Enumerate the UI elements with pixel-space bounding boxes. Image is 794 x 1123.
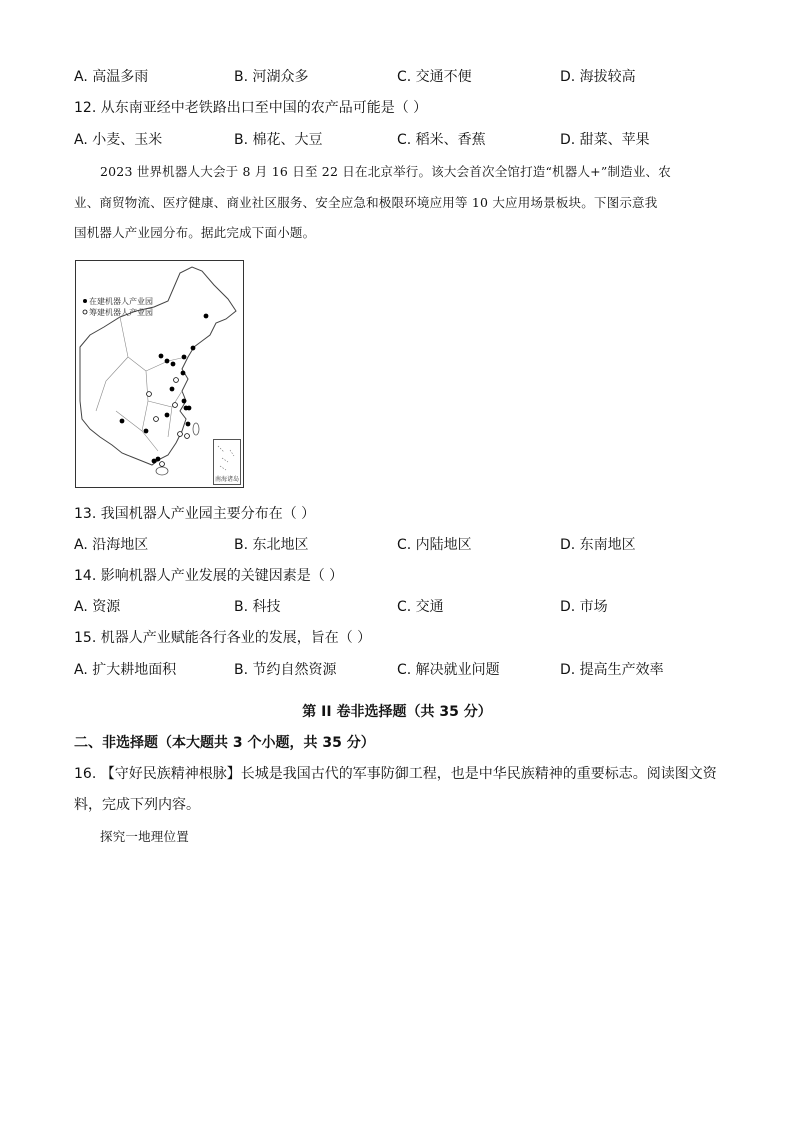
planned-park-dots: [147, 378, 190, 467]
legend-dot-planned: [83, 310, 87, 314]
q14-stem: 14. 影响机器人产业发展的关键因素是（ ）: [74, 568, 344, 584]
q15-option-b: B. 节约自然资源: [234, 662, 337, 678]
park-dot-planned: [160, 462, 165, 467]
park-dot-planned: [173, 403, 178, 408]
legend-dot-built: [83, 299, 87, 303]
q16-line-2: [0, 794, 794, 816]
q13-option-d: D. 东南地区: [560, 537, 636, 553]
q12-stem: 12. 从东南亚经中老铁路出口至中国的农产品可能是（ ）: [74, 100, 428, 116]
explore1-line: [0, 826, 794, 848]
q15-option-a: A. 扩大耕地面积: [74, 662, 177, 678]
park-dot-built: [165, 413, 170, 418]
section2-title: 二、非选择题（本大题共 3 个小题，共 35 分）: [74, 735, 375, 751]
park-dot-built: [182, 399, 187, 404]
park-dot-built: [144, 429, 149, 434]
park-dot-built: [165, 359, 170, 364]
park-dot-built: [152, 459, 157, 464]
park-dot-planned: [178, 432, 183, 437]
q12-stem-line: [0, 97, 794, 119]
q11-option-d: D. 海拔较高: [560, 69, 636, 85]
q15-options: [0, 659, 794, 681]
park-dot-built: [170, 387, 175, 392]
built-park-dots: [120, 314, 209, 464]
park-dot-planned: [147, 392, 152, 397]
q12-option-c: C. 稻米、香蕉: [397, 132, 486, 148]
q14-option-b: B. 科技: [234, 599, 281, 615]
q16-line-1: [0, 763, 794, 785]
q11-option-c: C. 交通不便: [397, 69, 472, 85]
south-china-sea-inset: [213, 439, 241, 485]
park-dot-planned: [174, 378, 179, 383]
section2-title-line: [0, 732, 794, 754]
q13-options: [0, 534, 794, 556]
q16-text-2: 料，完成下列内容。: [74, 797, 200, 813]
passage-text-1: 2023 世界机器人大会于 8 月 16 日至 22 日在北京举行。该大会首次全馆打造“机器人+”制造业、农: [100, 164, 671, 179]
q15-stem: 15. 机器人产业赋能各行各业的发展，旨在（ ）: [74, 630, 372, 646]
q14-option-d: D. 市场: [560, 599, 608, 615]
q13-option-c: C. 内陆地区: [397, 537, 472, 553]
passage-line-3: [0, 222, 794, 244]
robot-park-map: [75, 260, 244, 488]
q14-option-c: C. 交通: [397, 599, 444, 615]
passage-line-1: [0, 161, 794, 183]
inset-islands: [214, 440, 240, 484]
q15-option-c: C. 解决就业问题: [397, 662, 500, 678]
q12-option-b: B. 棉花、大豆: [234, 132, 323, 148]
q15-stem-line: [0, 627, 794, 649]
q11-option-b: B. 河湖众多: [234, 69, 309, 85]
q13-stem: 13. 我国机器人产业园主要分布在（ ）: [74, 506, 316, 522]
inset-label: 南海诸岛: [215, 476, 240, 483]
q14-stem-line: [0, 565, 794, 587]
passage-text-3: 国机器人产业园分布。据此完成下面小题。: [74, 225, 316, 240]
q13-option-b: B. 东北地区: [234, 537, 309, 553]
park-dot-built: [171, 362, 176, 367]
q12-option-a: A. 小麦、玉米: [74, 132, 163, 148]
q14-options: [0, 596, 794, 618]
legend-built-text: 在建机器人产业园: [89, 297, 153, 306]
park-dot-built: [120, 419, 125, 424]
taiwan-island: [193, 423, 199, 435]
passage-line-2: [0, 192, 794, 214]
q11-options: [0, 66, 794, 88]
q13-stem-line: [0, 503, 794, 525]
park-dot-built: [181, 371, 186, 376]
q13-option-a: A. 沿海地区: [74, 537, 149, 553]
province-lines: [96, 317, 186, 451]
park-dot-planned: [154, 417, 159, 422]
q12-option-d: D. 甜菜、苹果: [560, 132, 650, 148]
q16-text-1: 16. 【守好民族精神根脉】长城是我国古代的军事防御工程，也是中华民族精神的重要标志。阅读图文资: [74, 766, 717, 782]
q14-option-a: A. 资源: [74, 599, 121, 615]
q12-options: [0, 129, 794, 151]
park-dot-planned: [185, 434, 190, 439]
passage-text-2: 业、商贸物流、医疗健康、商业社区服务、安全应急和极限环境应用等 10 大应用场景板块。下图示意我: [74, 195, 658, 210]
hainan-island: [156, 467, 168, 475]
park-dot-built: [191, 346, 196, 351]
legend-planned-text: 筹建机器人产业园: [89, 308, 153, 317]
park-dot-built: [159, 354, 164, 359]
explore1-title: 探究一地理位置: [100, 829, 189, 844]
q11-option-a: A. 高温多雨: [74, 69, 149, 85]
park-dot-built: [204, 314, 209, 319]
park-dot-built: [182, 355, 187, 360]
park-dot-built: [186, 422, 191, 427]
part2-title: 第 II 卷非选择题（共 35 分）: [302, 704, 492, 720]
q15-option-d: D. 提高生产效率: [560, 662, 664, 678]
park-dot-built: [187, 406, 192, 411]
